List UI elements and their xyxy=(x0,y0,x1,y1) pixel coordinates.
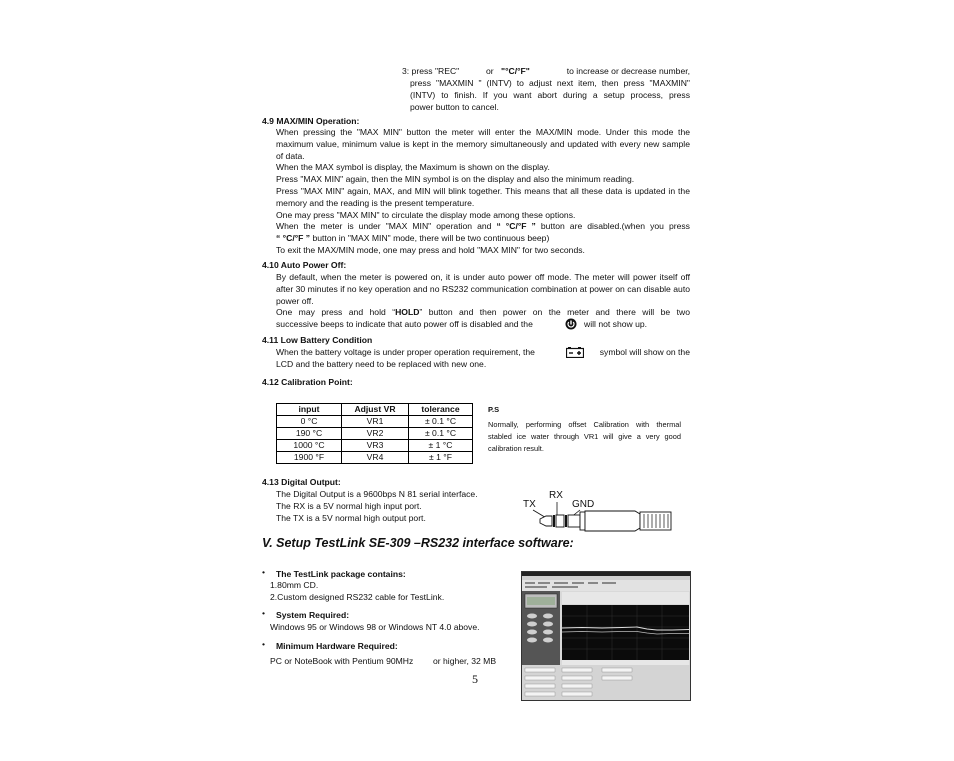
section-4-12-title: 4.12 Calibration Point: xyxy=(262,377,353,387)
table-header-row xyxy=(277,404,473,416)
section-4-9-p6: When the meter is under "MAX MIN" operation and “ °C/°F ” button are disabled.(when you press xyxy=(276,221,690,232)
package-title: The TestLink package contains: xyxy=(276,569,406,579)
step-3-line-4: power button to cancel. xyxy=(410,101,499,112)
ps-text: Normally, performing offset Calibration with thermal stabled ice water through VR1 will give a very good calibration result. xyxy=(488,420,681,453)
table-row: 1900 °F VR4 ± 1 °F xyxy=(277,452,473,464)
bullet-glyph: • xyxy=(262,639,266,649)
table-row: 0 °C VR1 ± 0.1 °C xyxy=(277,416,473,428)
chapter-title: V. Setup TestLink SE-309 –RS232 interface software: xyxy=(262,536,574,550)
section-4-11-p1-cont: LCD and the battery need to be replaced with new one. xyxy=(276,359,487,369)
section-4-10-body xyxy=(276,272,690,331)
section-4-13-p2: The RX is a 5V normal high input port. xyxy=(276,500,422,511)
step-3-line-2: press "MAXMIN " (INTV) to adjust next item, then press "MAXMIN" xyxy=(410,78,690,88)
bullet-glyph: • xyxy=(262,608,266,618)
section-4-11-title: 4.11 Low Battery Condition xyxy=(262,335,373,345)
col-input-header: input xyxy=(277,404,342,416)
stereo-plug-icon xyxy=(520,490,675,536)
section-4-9-p2: When the MAX symbol is display, the Maximum is shown on the display. xyxy=(276,162,550,173)
step-3-block xyxy=(402,66,690,113)
section-4-9-p5: One may press "MAX MIN" to circulate the display mode among these options. xyxy=(276,209,576,220)
step-3-or: or xyxy=(486,66,494,76)
table-row: 190 °C VR2 ± 0.1 °C xyxy=(277,428,473,440)
section-4-10-p1: By default, when the meter is powered on, it is under auto power off mode. The meter will power itself off after 30 minutes if no key operation and no RS232 communication combination at power on can disable auto power off. xyxy=(276,272,690,306)
jack-diagram xyxy=(520,490,675,536)
step-3-line-1 xyxy=(402,66,690,78)
section-4-10-p2-cont: successive beeps to indicate that auto power off is disabled and the will not show up. xyxy=(276,319,648,330)
package-item-2: 2.Custom designed RS232 cable for TestLink. xyxy=(270,592,445,602)
rx-label: RX xyxy=(549,490,563,501)
section-4-10-title: 4.10 Auto Power Off: xyxy=(262,260,347,270)
col-tolerance-header: tolerance xyxy=(409,404,473,416)
section-4-10-p2: One may press and hold “HOLD” button and then power on the meter and there will be two xyxy=(276,307,690,318)
section-4-9-p4: Press "MAX MIN" again, MAX, and MIN will blink together. This means that all these data is updated in the memory and the reading is the present temperature. xyxy=(276,185,690,208)
section-4-9-body xyxy=(276,127,690,257)
bullet-glyph: • xyxy=(262,567,266,577)
testlink-software-screenshot xyxy=(521,571,691,701)
section-4-9-p7: To exit the MAX/MIN mode, one may press and hold "MAX MIN" for two seconds. xyxy=(276,244,585,255)
step-3-line-3: (INTV) to finish. If you want abort during a setup process, press xyxy=(410,89,690,100)
section-4-11-p1: When the battery voltage is under proper operation requirement, the symbol will show on the xyxy=(276,347,690,357)
software-window-picture xyxy=(522,572,690,700)
section-4-9-p3: Press "MAX MIN" again, then the MIN symbol is on the display and also the minimum reading. xyxy=(276,174,635,185)
page-number: 5 xyxy=(472,672,478,686)
section-4-13-p3: The TX is a 5V normal high output port. xyxy=(276,512,426,523)
calibration-table xyxy=(276,403,473,464)
low-battery-icon xyxy=(566,347,584,358)
system-title: System Required: xyxy=(276,610,350,620)
hardware-text-a: PC or NoteBook with Pentium 90MHz xyxy=(270,656,414,666)
hardware-title: Minimum Hardware Required: xyxy=(276,641,398,651)
step-3-cf-key: "°C/°F" xyxy=(501,66,530,76)
step-3-increase: to increase or decrease number, xyxy=(566,66,690,76)
section-4-9-p6-cont: “ °C/°F ” button in "MAX MIN" mode, there will be two continuous beep) xyxy=(276,233,550,244)
ps-title: P.S xyxy=(488,405,500,414)
table-row: 1000 °C VR3 ± 1 °C xyxy=(277,440,473,452)
gnd-label: GND xyxy=(572,499,595,510)
section-4-9-p1: When pressing the "MAX MIN" button the meter will enter the MAX/MIN mode. Under this mode the maximum value, minimum value is kept in the memory simultaneously and updated with every new sample of data. xyxy=(276,127,690,161)
section-4-9-title: 4.9 MAX/MIN Operation: xyxy=(262,116,360,126)
section-4-13-title: 4.13 Digital Output: xyxy=(262,477,341,487)
section-4-13-p1: The Digital Output is a 9600bps N 81 serial interface. xyxy=(276,489,478,499)
section-4-13-body xyxy=(276,489,516,524)
col-adjust-vr-header: Adjust VR xyxy=(342,404,409,416)
section-4-11-body xyxy=(276,347,690,371)
system-text: Windows 95 or Windows 98 or Windows NT 4.0 above. xyxy=(270,622,480,632)
tx-label: TX xyxy=(523,499,536,510)
step-3-press-rec: 3: press "REC" xyxy=(402,66,460,76)
auto-power-off-icon xyxy=(565,318,577,330)
hardware-text-b: or higher, 32 MB xyxy=(433,656,497,666)
package-item-1: 1.80mm CD. xyxy=(270,580,319,590)
